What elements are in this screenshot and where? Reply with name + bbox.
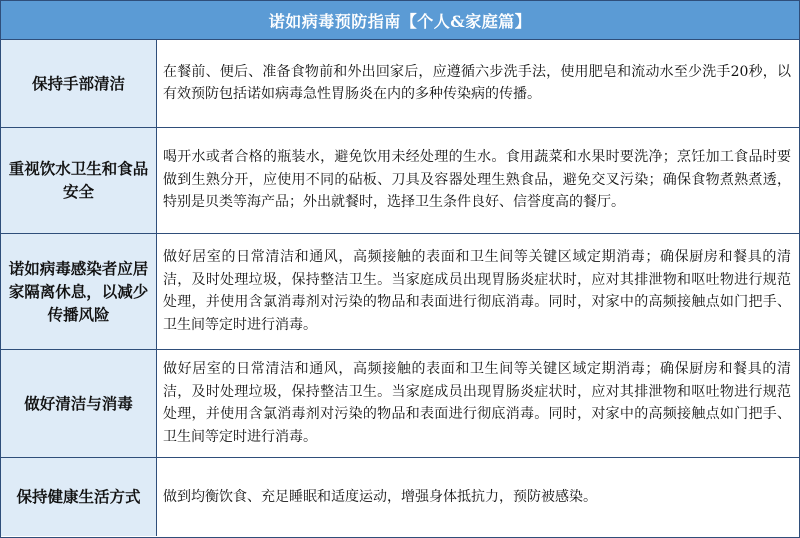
row-detail-water-food-safety: 喝开水或者合格的瓶装水，避免饮用未经处理的生水。食用蔬菜和水果时要洗净；烹饪加工食品时要做到生熟分开，应使用不同的砧板、刀具及容器处理生熟食品，避免交叉污染；确保食物煮熟煮透，特别是贝类等海产品；外出就餐时，选择卫生条件良好、信誉度高的餐厅。: [157, 127, 800, 233]
table-row: [1, 233, 799, 349]
table-row: [1, 40, 799, 127]
row-detail-home-isolation: 做好居室的日常清洁和通风，高频接触的表面和卫生间等关键区域定期消毒；确保厨房和餐具的清洁，及时处理垃圾，保持整洁卫生。当家庭成员出现胃肠炎症状时，应对其排泄物和呕吐物进行规范处理，并使用含氯消毒剂对污染的物品和表面进行彻底消毒。同时，对家中的高频接触点如门把手、卫生间等定时进行消毒。: [157, 233, 800, 349]
row-topic-water-food-safety: 重视饮水卫生和食品安全: [1, 127, 157, 233]
row-topic-cleaning-disinfection: 做好清洁与消毒: [1, 349, 157, 457]
row-detail-healthy-lifestyle: 做到均衡饮食、充足睡眠和适度运动，增强身体抵抗力，预防被感染。: [157, 457, 800, 536]
guide-title: 诺如病毒预防指南【个人&家庭篇】: [1, 1, 799, 40]
table-row: [1, 457, 799, 536]
row-topic-healthy-lifestyle: 保持健康生活方式: [1, 457, 157, 536]
table-row: [1, 349, 799, 457]
row-topic-home-isolation: 诺如病毒感染者应居家隔离休息，以减少传播风险: [1, 233, 157, 349]
row-topic-hand-hygiene: 保持手部清洁: [1, 40, 157, 127]
table-row: [1, 127, 799, 233]
row-detail-hand-hygiene: 在餐前、便后、准备食物前和外出回家后，应遵循六步洗手法，使用肥皂和流动水至少洗手20秒，以有效预防包括诺如病毒急性胃肠炎在内的多种传染病的传播。: [157, 40, 800, 127]
guide-table: [1, 40, 799, 536]
row-detail-cleaning-disinfection: 做好居室的日常清洁和通风，高频接触的表面和卫生间等关键区域定期消毒；确保厨房和餐具的清洁，及时处理垃圾，保持整洁卫生。当家庭成员出现胃肠炎症状时，应对其排泄物和呕吐物进行规范处理，并使用含氯消毒剂对污染的物品和表面进行彻底消毒。同时，对家中的高频接触点如门把手、卫生间等定时进行消毒。: [157, 349, 800, 457]
